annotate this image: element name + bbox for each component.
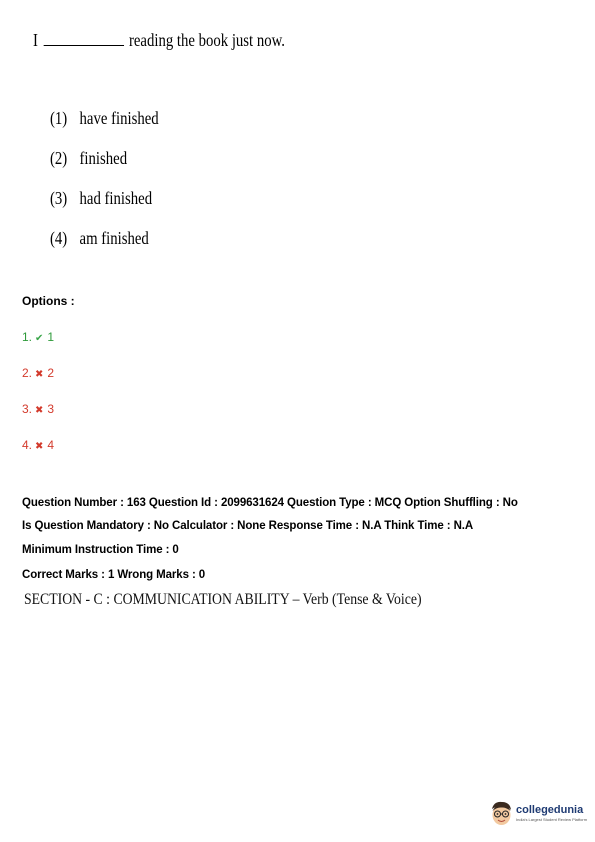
section-heading: SECTION - C : COMMUNICATION ABILITY – Verb (Tense & Voice) xyxy=(24,591,422,608)
question-meta-line-1: Question Number : 163 Question Id : 2099631624 Question Type : MCQ Option Shuffling : No xyxy=(22,497,518,509)
option-row-4 xyxy=(22,438,54,452)
choice-item xyxy=(50,188,159,228)
choice-text: finished xyxy=(79,148,128,168)
cross-icon: ✖ xyxy=(35,405,44,416)
question-meta-line-2: Is Question Mandatory : No Calculator : None Response Time : N.A Think Time : N.A xyxy=(22,520,474,532)
cross-icon: ✖ xyxy=(35,441,44,452)
cross-icon: ✖ xyxy=(35,369,44,380)
option-row-3 xyxy=(22,402,54,416)
choice-number: (1) xyxy=(50,108,68,128)
collegedunia-logo xyxy=(488,799,587,827)
option-value: 4 xyxy=(47,438,55,452)
choice-text: have finished xyxy=(79,108,159,128)
options-heading: Options : xyxy=(22,294,75,308)
choice-text: am finished xyxy=(79,228,149,248)
mascot-face-icon xyxy=(488,799,514,827)
option-row-2 xyxy=(22,366,54,380)
choice-text: had finished xyxy=(79,188,153,208)
question-text xyxy=(33,30,285,51)
choice-item xyxy=(50,228,159,268)
choice-item xyxy=(50,108,159,148)
answer-choices xyxy=(50,108,182,268)
question-suffix: reading the book just now. xyxy=(128,30,285,50)
option-row-1 xyxy=(22,330,54,344)
logo-tagline: India's Largest Student Review Platform xyxy=(516,817,588,822)
choice-number: (4) xyxy=(50,228,68,248)
choice-number: (3) xyxy=(50,188,68,208)
option-number: 2. xyxy=(22,366,33,380)
option-value: 1 xyxy=(47,330,55,344)
question-meta-line-3: Minimum Instruction Time : 0 xyxy=(22,544,179,556)
question-meta-line-4: Correct Marks : 1 Wrong Marks : 0 xyxy=(22,569,206,581)
option-number: 1. xyxy=(22,330,33,344)
question-blank xyxy=(43,31,123,46)
option-number: 3. xyxy=(22,402,33,416)
option-value: 2 xyxy=(47,366,55,380)
question-prefix: I xyxy=(33,30,38,50)
logo-name: collegedunia xyxy=(516,804,584,816)
check-icon: ✔ xyxy=(35,333,44,344)
option-value: 3 xyxy=(47,402,55,416)
choice-number: (2) xyxy=(50,148,68,168)
choice-item xyxy=(50,148,159,188)
option-number: 4. xyxy=(22,438,33,452)
